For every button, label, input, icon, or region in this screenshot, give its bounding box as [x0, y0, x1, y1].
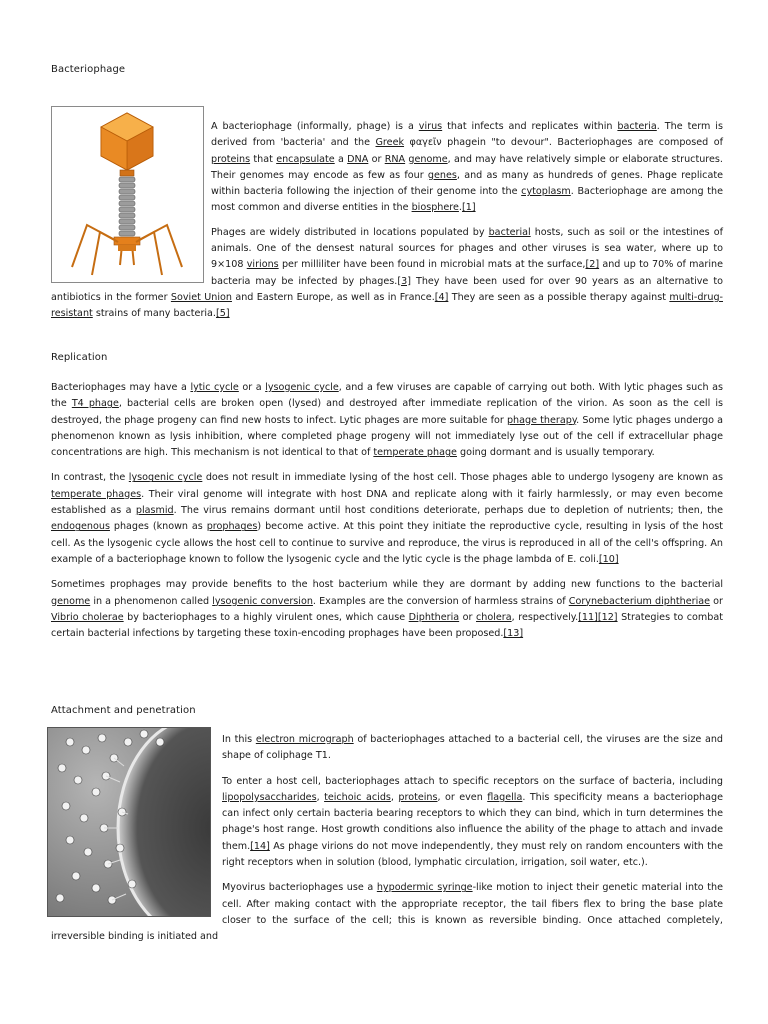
section-heading-attachment: Attachment and penetration	[51, 705, 196, 716]
link-corynebacterium[interactable]: Corynebacterium diphtheriae	[568, 595, 711, 607]
section-heading-replication: Replication	[51, 352, 108, 363]
citation-1[interactable]: [1]	[461, 202, 476, 214]
link-cholera[interactable]: cholera	[476, 611, 512, 623]
intro-paragraph-1: A bacteriophage (informally, phage) is a virus that infects and replicates within bacteria. The term is derived from 'bacteria' and the Greek φαγεῖν phagein "to devour". Bacteriophages are composed of proteins that encapsulate a DNA or RNA genome, and may have relatively simple or elaborate structures. Their genomes may encode as few as four genes, and as many as hundreds of genes. Phage replicate within bacteria following the injection of their genome into the cytoplasm. Bacteriophage are among the most common and diverse entities in the biosphere.[1]	[211, 121, 724, 214]
link-multi-drug-resistant[interactable]: multi-drug-resistant	[51, 291, 723, 320]
citation-3[interactable]: [3]	[397, 275, 411, 287]
link-lysogenic-conversion[interactable]: lysogenic conversion	[212, 595, 313, 607]
citation-11[interactable]: [11]	[578, 611, 598, 623]
link-lysogenic-cycle[interactable]: lysogenic cycle	[265, 382, 339, 393]
attachment-paragraph-1: In this electron micrograph of bacteriophages attached to a bacterial cell, the viruses are the size and shape of coliphage T1.	[222, 734, 724, 762]
link-flagella[interactable]: flagella	[487, 791, 523, 803]
link-genome[interactable]: genome	[408, 153, 448, 165]
intro-paragraph-2: Phages are widely distributed in locations populated by bacterial hosts, such as soil or the intestines of animals. One of the densest natural sources for phages and other viruses is sea water, where up to 9×108 virions per milliliter have been found in microbial mats at the surface,[2] and up to 70% of marine bacteria may be infected by phages.[3] They have been used for over 90 years as an alternative to antibiotics in the former Soviet Union and Eastern Europe, as well as in France.[4] They are seen as a possible therapy against multi-drug-resistant strains of many bacteria.[5]	[51, 226, 723, 320]
citation-13[interactable]: [13]	[503, 628, 524, 640]
link-teichoic-acids[interactable]: teichoic acids	[324, 791, 391, 803]
link-cytoplasm[interactable]: cytoplasm	[521, 186, 571, 198]
link-dna[interactable]: DNA	[347, 153, 369, 165]
link-diphtheria[interactable]: Diphtheria	[408, 611, 460, 623]
link-lytic-cycle[interactable]: lytic cycle	[190, 382, 239, 393]
link-lipopolysaccharides[interactable]: lipopolysaccharides	[222, 791, 317, 803]
attachment-paragraph-2: To enter a host cell, bacteriophages attach to specific receptors on the surface of bacteria, including lipopolysaccharides, teichoic acids, proteins, or even flagella. This specificity means a bacteriophage can infect only certain bacteria bearing receptors to which they can bind, which in turn determines the phage's host range. Host growth conditions also influence the ability of the phage to attach and invade them.[14] As phage virions do not move independently, they must rely on random encounters with the right receptors when in solution (blood, lymphatic circulation, irrigation, soil water, etc.).	[222, 775, 723, 869]
link-vibrio-cholerae[interactable]: Vibrio cholerae	[51, 611, 124, 623]
page-title: Bacteriophage	[51, 64, 126, 75]
citation-5[interactable]: [5]	[215, 308, 230, 320]
link-genes[interactable]: genes	[427, 169, 457, 181]
attachment-paragraph-3: Myovirus bacteriophages use a hypodermic syringe-like motion to inject their genetic material into the cell. After making contact with the appropriate receptor, the tail fibers flex to bring the base plate closer to the surface of the cell; this is known as reversible binding. Once attached completely, irreversible binding is initiated and	[51, 882, 723, 943]
link-temperate-phages[interactable]: temperate phages	[51, 488, 142, 500]
link-temperate-phage[interactable]: temperate phage	[373, 447, 457, 459]
replication-paragraph-2: In contrast, the lysogenic cycle does not result in immediate lysing of the host cell. Those phages able to undergo lysogeny are known as temperate phages. Their viral genome will integrate with host DNA and replicate along with it fairly harmlessly, or may even become established as a plasmid. The virus remains dormant until host conditions deteriorate, perhaps due to depletion of nutrients; then, the endogenous phages (known as prophages) become active. At this point they initiate the reproductive cycle, resulting in lysis of the host cell. As the lysogenic cycle allows the host cell to continue to survive and reproduce, the virus is reproduced in all of the cell's offspring. An example of a bacteriophage known to follow the lysogenic cycle and the lytic cycle is the phage lambda of E. coli.[10]	[51, 472, 723, 565]
link-electron-micrograph[interactable]: electron micrograph	[255, 734, 354, 745]
link-soviet-union[interactable]: Soviet Union	[170, 291, 232, 303]
link-encapsulate[interactable]: encapsulate	[276, 153, 335, 165]
link-phage-therapy[interactable]: phage therapy	[506, 414, 577, 426]
link-hypodermic-syringe[interactable]: hypodermic syringe	[376, 882, 473, 894]
link-proteins-2[interactable]: proteins	[398, 791, 438, 803]
citation-14[interactable]: [14]	[250, 840, 270, 852]
link-rna[interactable]: RNA	[384, 153, 406, 165]
link-biosphere[interactable]: biosphere	[411, 202, 459, 214]
link-t4-phage[interactable]: T4 phage	[71, 398, 119, 410]
link-virus[interactable]: virus	[418, 121, 443, 132]
link-proteins[interactable]: proteins	[211, 153, 251, 165]
link-prophages[interactable]: prophages	[206, 521, 258, 533]
link-endogenous[interactable]: endogenous	[51, 521, 110, 533]
citation-4[interactable]: [4]	[434, 291, 449, 303]
link-bacterial[interactable]: bacterial	[488, 226, 531, 238]
replication-paragraph-1: Bacteriophages may have a lytic cycle or a lysogenic cycle, and a few viruses are capable of carrying out both. With lytic phages such as the T4 phage, bacterial cells are broken open (lysed) and destroyed after immediate replication of the virion. As soon as the cell is destroyed, the phage progeny can find new hosts to infect. Lytic phages are more suitable for phage therapy. Some lytic phages undergo a phenomenon known as lysis inhibition, where completed phage progeny will not immediately lyse out of the cell if extracellular phage concentrations are high. This mechanism is not identical to that of temperate phage going dormant and is usually temporary.	[51, 382, 724, 459]
link-bacteria[interactable]: bacteria	[617, 121, 657, 132]
citation-10[interactable]: [10]	[598, 553, 619, 565]
link-genome-2[interactable]: genome	[51, 595, 91, 607]
link-greek[interactable]: Greek	[375, 137, 405, 149]
link-lysogenic-cycle-2[interactable]: lysogenic cycle	[128, 472, 203, 484]
citation-12[interactable]: [12]	[597, 611, 618, 623]
link-virions[interactable]: virions	[246, 259, 279, 271]
link-plasmid[interactable]: plasmid	[135, 505, 174, 517]
replication-paragraph-3: Sometimes prophages may provide benefits to the host bacterium while they are dormant by adding new functions to the bacterial genome in a phenomenon called lysogenic conversion. Examples are the conversion of harmless strains of Corynebacterium diphtheriae or Vibrio cholerae by bacteriophages to a highly virulent ones, which cause Diphtheria or cholera, respectively.[11][12] Strategies to combat certain bacterial infections by targeting these toxin-encoding prophages have been proposed.[13]	[51, 579, 723, 640]
citation-2[interactable]: [2]	[585, 259, 600, 271]
